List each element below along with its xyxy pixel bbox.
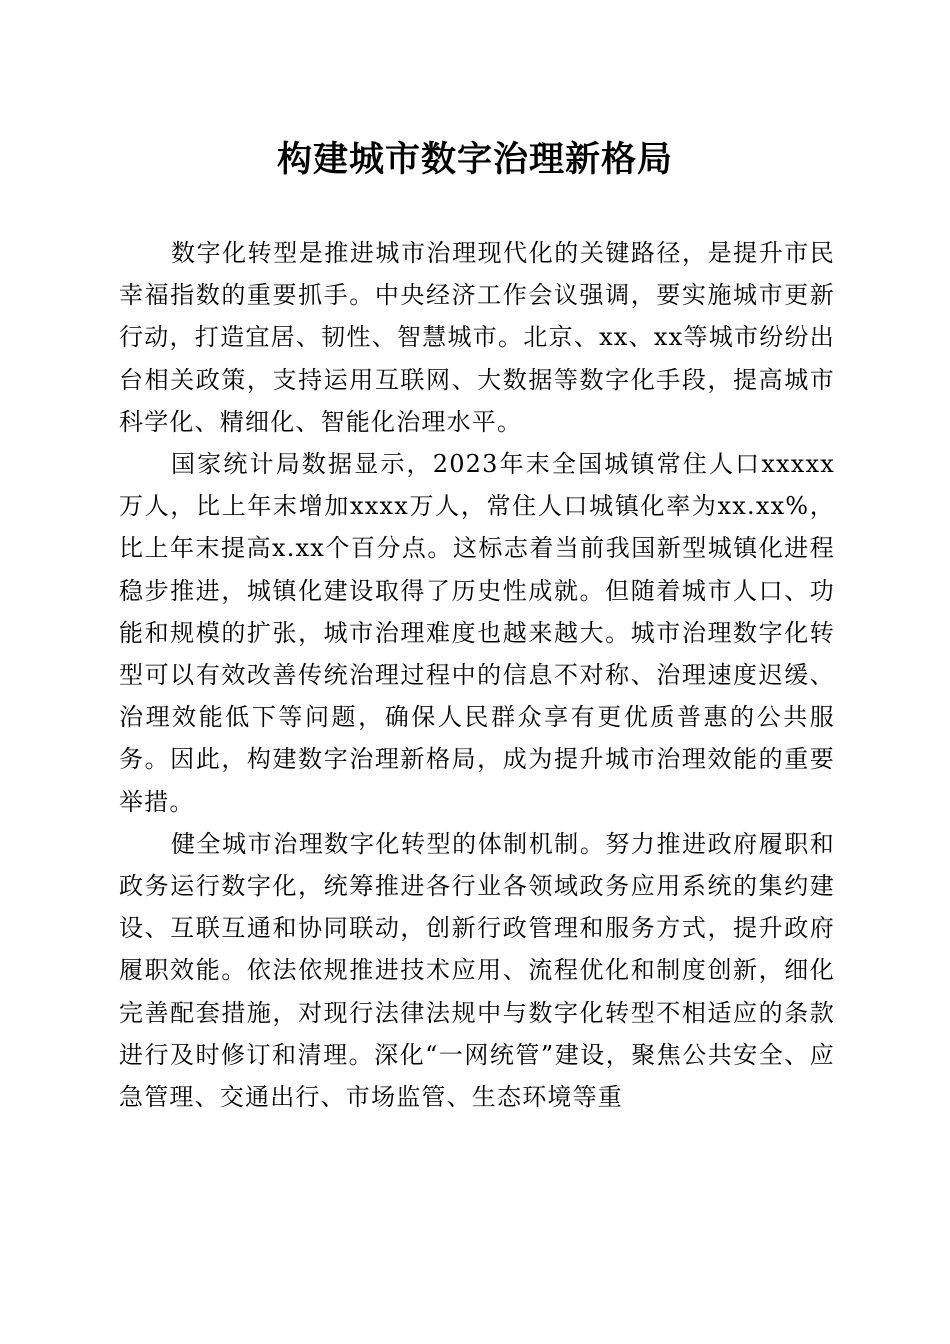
paragraph: 健全城市治理数字化转型的体制机制。努力推进政府履职和政务运行数字化，统筹推进各行业各领域政务应用系统的集约建设、互联互通和协同联动，创新行政管理和服务方式，提升政府履职效能。依法依规推进技术应用、流程优化和制度创新，细化完善配套措施，对现行法律法规中与数字化转型不相适应的条款进行及时修订和清理。深化“一网统管”建设，聚焦公共安全、应急管理、交通出行、市场监管、生态环境等重 xyxy=(119,829,835,1112)
paragraph: 国家统计局数据显示，2023年末全国城镇常住人口xxxxx万人，比上年末增加xxxx万人，常住人口城镇化率为xx.xx%，比上年末提高x.xx个百分点。这标志着当前我国新型城镇化进程稳步推进，城镇化建设取得了历史性成就。但随着城市人口、功能和规模的扩张，城市治理难度也越来越大。城市治理数字化转型可以有效改善传统治理过程中的信息不对称、治理速度迟缓、治理效能低下等问题，确保人民群众享有更优质普惠的公共服务。因此，构建数字治理新格局，成为提升城市治理效能的重要举措。 xyxy=(119,450,835,816)
document-body xyxy=(119,232,835,1118)
paragraph: 数字化转型是推进城市治理现代化的关键路径，是提升市民幸福指数的重要抓手。中央经济工作会议强调，要实施城市更新行动，打造宜居、韧性、智慧城市。北京、xx、xx等城市纷纷出台相关政策，支持运用互联网、大数据等数字化手段，提高城市科学化、精细化、智能化治理水平。 xyxy=(119,239,835,436)
document-title: 构建城市数字治理新格局 xyxy=(276,139,673,180)
